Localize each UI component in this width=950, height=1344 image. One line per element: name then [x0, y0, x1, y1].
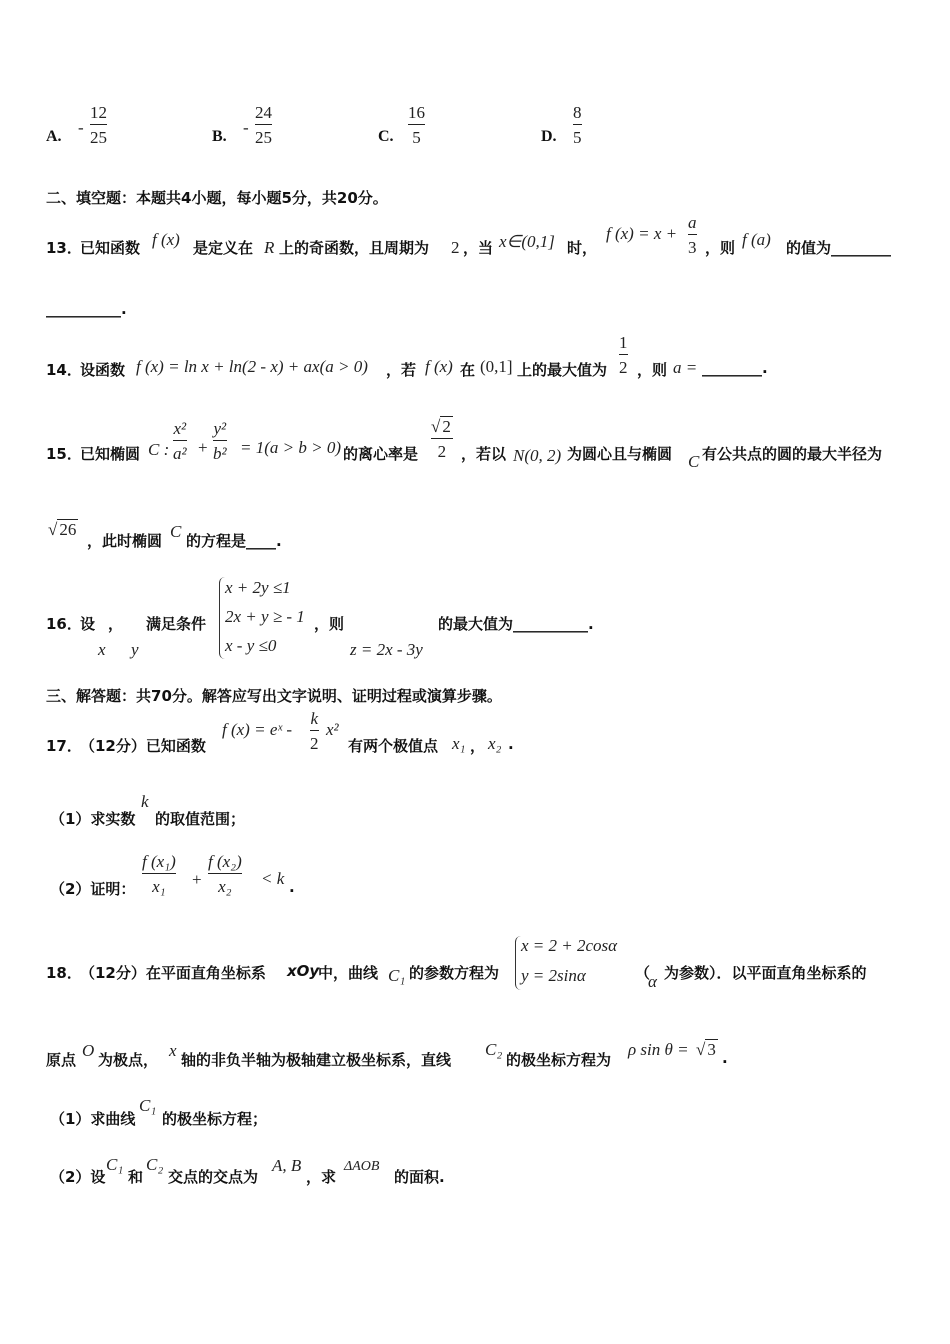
- q15-text-1: 已知椭圆: [80, 445, 141, 463]
- q15-point-N: N(0, 2): [513, 446, 562, 465]
- q16-separator: ，: [108, 615, 124, 633]
- q18-part2-tail: 的面积.: [394, 1168, 445, 1186]
- option-a-label: A.: [46, 128, 62, 145]
- q15-plus: +: [198, 438, 208, 457]
- q14-number: 14．: [46, 361, 82, 379]
- q17-k: k: [141, 792, 149, 811]
- q13-blank: 的值为________: [786, 239, 892, 257]
- q17-end: .: [508, 735, 514, 753]
- q15-fraction-x: x² a²: [173, 419, 187, 463]
- q18-line2-text-4: 的极坐标方程为: [506, 1051, 612, 1069]
- q18-paren: （: [635, 964, 651, 982]
- q16-text-1: 设: [80, 615, 96, 633]
- q18-equation-x: x = 2 + 2cosα: [521, 936, 618, 955]
- q13-text-6: ，则: [705, 239, 736, 257]
- q16-var-x: x: [98, 640, 106, 659]
- q17-intro: （12分）已知函数: [80, 737, 206, 755]
- q17-part1-tail: 的取值范围；: [155, 810, 246, 828]
- q13-text-3: 上的奇函数，且周期为: [279, 239, 430, 257]
- q18-O: O: [82, 1041, 95, 1060]
- q17-less-than-k: < k: [261, 869, 285, 888]
- q18-text-3: 为参数）．以平面直角坐标系的: [664, 964, 867, 982]
- q13-R: R: [264, 238, 275, 257]
- q18-text-2: 的参数方程为: [409, 964, 500, 982]
- q17-number: 17．: [46, 737, 82, 755]
- q18-polar-equation: ρ sin θ =: [628, 1040, 689, 1059]
- q15-eccentricity: √ 2 2: [431, 417, 451, 461]
- q16-text-2: 满足条件: [146, 615, 207, 633]
- q17-part1-text: （1）求实数: [50, 810, 136, 828]
- q15-text-2: 的离心率是: [343, 445, 419, 463]
- q14-interval: (0,1]: [480, 357, 513, 376]
- q13-condition: x∈(0,1]: [499, 232, 555, 251]
- q13-two: 2: [451, 238, 460, 257]
- q18-part1-tail: 的极坐标方程；: [162, 1110, 268, 1128]
- q18-triangle: ΔAOB: [344, 1159, 380, 1174]
- q14-blank: ________.: [702, 359, 768, 377]
- q14-fx: f (x): [425, 357, 453, 376]
- q13-fa: f (a): [742, 230, 771, 249]
- q15-fraction-y: y² b²: [213, 419, 227, 463]
- option-a-fraction: 12 25: [90, 103, 107, 147]
- q18-part2-C2: C₂: [146, 1155, 164, 1174]
- option-b-fraction: 24 25: [255, 103, 272, 147]
- q14-text-1: 设函数: [80, 361, 126, 379]
- q15-text-5: 有公共点的圆的最大半径为: [702, 445, 883, 463]
- q17-x2: x₂: [488, 734, 502, 753]
- q18-xoy: xOy: [287, 962, 320, 980]
- q18-intro: （12分）在平面直角坐标系: [80, 964, 266, 982]
- q15-equation-tail: = 1(a > b > 0): [240, 438, 341, 457]
- q18-part2-C1: C₁: [106, 1155, 124, 1174]
- q18-text-1: 中，曲线: [318, 964, 379, 982]
- q15-C-label: C :: [148, 440, 170, 459]
- q18-sqrt3: √ 3: [696, 1040, 716, 1059]
- q16-constraint-1: x + 2y ≤1: [225, 578, 291, 597]
- q17-plus: +: [192, 870, 202, 889]
- q17-fraction-2: f (x₂) x₂: [208, 852, 242, 896]
- q13-fraction: a 3: [688, 213, 697, 257]
- q17-comma: ，: [470, 737, 486, 755]
- q14-text-2: ，若: [386, 361, 417, 379]
- q17-x1: x₁: [452, 734, 466, 753]
- q18-part2-and: 和: [128, 1168, 144, 1186]
- q15-C-label-2: C: [688, 452, 700, 471]
- q15-number: 15．: [46, 445, 82, 463]
- q18-x-axis-var: x: [169, 1041, 177, 1060]
- q16-number: 16．: [46, 615, 82, 633]
- q14-fraction: 1 2: [619, 333, 628, 377]
- q14-a-equals: a =: [673, 358, 698, 377]
- q15-text-4: 为圆心且与椭圆: [567, 445, 673, 463]
- q16-constraint-3: x - y ≤0: [225, 636, 277, 655]
- q17-function: f (x) = eˣ -: [222, 720, 293, 739]
- q18-part2-text-2: 交点的交点为: [168, 1168, 259, 1186]
- q17-fraction-1: f (x₁) x₁: [142, 852, 176, 896]
- q18-equation-y: y = 2sinα: [521, 966, 586, 985]
- q18-part1-text: （1）求曲线: [50, 1110, 136, 1128]
- q18-line2-text-1: 原点: [46, 1051, 77, 1069]
- option-a-sign: -: [78, 118, 84, 137]
- q17-fraction-k: k 2: [310, 709, 319, 753]
- q18-line2-text-2: 为极点，: [98, 1051, 159, 1069]
- q14-text-3: 在: [460, 361, 476, 379]
- q13-number: 13．: [46, 239, 82, 257]
- option-b-sign: -: [243, 118, 249, 137]
- q16-objective: z = 2x - 3y: [350, 640, 423, 659]
- q18-points-AB: A, B: [272, 1156, 302, 1175]
- option-d-fraction: 8 5: [573, 103, 582, 147]
- q16-var-y: y: [131, 640, 139, 659]
- q18-part2-text-3: ，求: [306, 1168, 337, 1186]
- q18-part1-C1: C₁: [139, 1096, 157, 1115]
- q18-number: 18．: [46, 964, 82, 982]
- q16-text-3: ，则: [314, 615, 345, 633]
- section-3-heading: 三、解答题：共70分。解答应写出文字说明、证明过程或演算步骤。: [46, 687, 502, 705]
- q16-blank: 的最大值为__________.: [438, 615, 594, 633]
- q13-f-expression: f (x) = x +: [606, 224, 678, 243]
- q14-function: f (x) = ln x + ln(2 - x) + ax(a > 0): [136, 357, 368, 376]
- q18-line2-end: .: [722, 1049, 728, 1067]
- q17-part2-end: .: [289, 878, 295, 896]
- q18-C2: C₂: [485, 1040, 503, 1059]
- q17-x-squared: x²: [326, 720, 339, 739]
- q15-C-label-3: C: [170, 522, 182, 541]
- option-d-label: D.: [541, 128, 557, 145]
- q13-blank-continued: __________.: [46, 300, 127, 318]
- q18-part2-text: （2）设: [50, 1168, 106, 1186]
- q15-text-3: ，若以: [461, 445, 507, 463]
- q14-text-4: 上的最大值为: [517, 361, 608, 379]
- q16-constraint-2: 2x + y ≥ - 1: [225, 607, 305, 626]
- q18-alpha: α: [648, 972, 657, 991]
- q13-text-2: 是定义在: [193, 239, 254, 257]
- q13-fx: f (x): [152, 230, 180, 249]
- option-b-label: B.: [212, 128, 227, 145]
- q15-text-6: ，此时椭圆: [87, 532, 163, 550]
- section-2-heading: 二、填空题：本题共4小题，每小题5分，共20分。: [46, 189, 388, 207]
- q18-line2-text-3: 轴的非负半轴为极轴建立极坐标系，直线: [181, 1051, 452, 1069]
- option-c-fraction: 16 5: [408, 103, 425, 147]
- q18-C1: C₁: [388, 966, 406, 985]
- q15-sqrt26: √ 26: [48, 520, 77, 539]
- q13-text-5: 时，: [567, 239, 598, 257]
- q14-text-5: ，则: [637, 361, 668, 379]
- q17-part2-text: （2）证明：: [50, 880, 136, 898]
- q13-text-4: ，当: [463, 239, 494, 257]
- q15-text-7: 的方程是____.: [186, 532, 282, 550]
- q13-text-1: 已知函数: [80, 239, 141, 257]
- q17-text-1: 有两个极值点: [348, 737, 439, 755]
- option-c-label: C.: [378, 128, 394, 145]
